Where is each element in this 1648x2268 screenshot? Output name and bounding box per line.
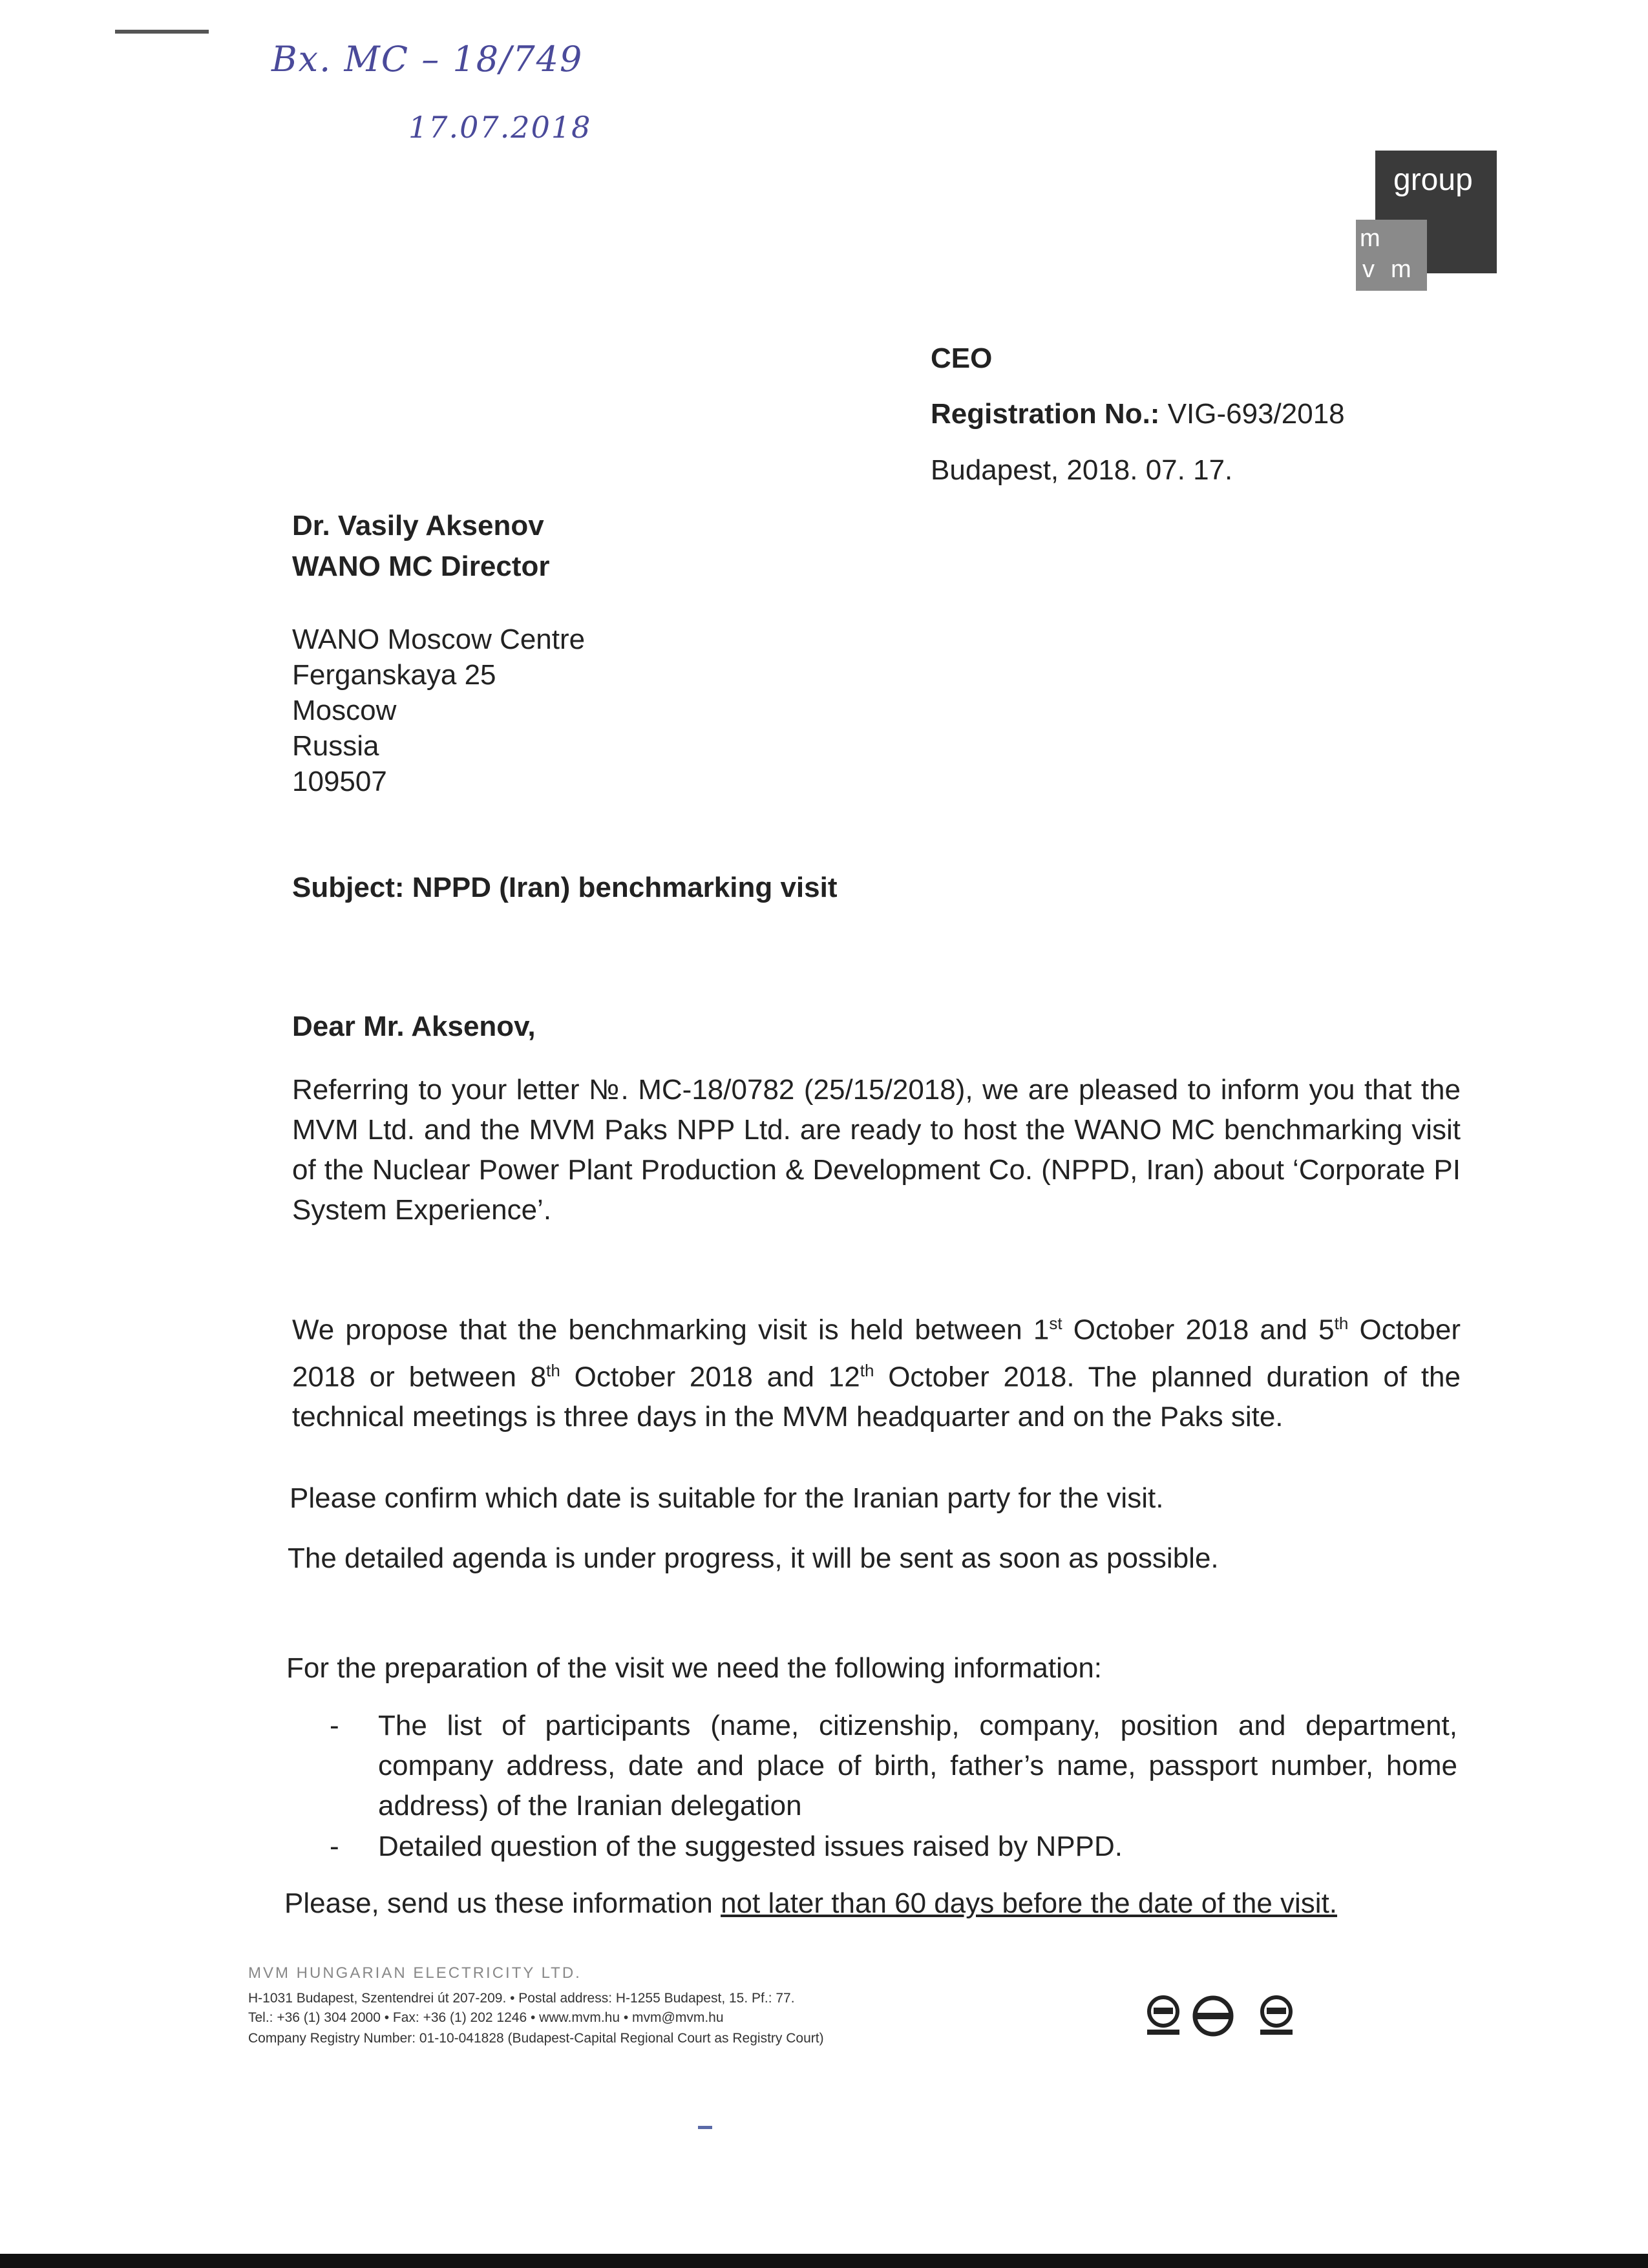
closing-sentence bbox=[284, 1884, 1337, 1924]
ordinal-suffix: th bbox=[860, 1360, 874, 1380]
certification-badge-icon bbox=[1141, 1993, 1186, 2039]
closing-deadline: not later than 60 days before the date of the visit. bbox=[721, 1887, 1338, 1919]
letter-subject: Subject: NPPD (Iran) benchmarking visit bbox=[292, 872, 838, 903]
ordinal-suffix: th bbox=[1334, 1314, 1349, 1333]
bullet-item-questions: Detailed question of the suggested issues raised by NPPD. bbox=[378, 1831, 1123, 1862]
footer-contact: Tel.: +36 (1) 304 2000 • Fax: +36 (1) 202 1246 • www.mvm.hu • mvm@mvm.hu bbox=[248, 2010, 724, 2025]
registration-label: Registration No.: bbox=[931, 398, 1160, 430]
salutation: Dear Mr. Aksenov, bbox=[292, 1011, 536, 1042]
proposal-text: October 2018 and 5 bbox=[1062, 1314, 1335, 1346]
address-line: Ferganskaya 25 bbox=[292, 659, 496, 691]
footer-address: H-1031 Budapest, Szentendrei út 207-209. • Postal address: H-1255 Budapest, 15. Pf.: 77. bbox=[248, 1991, 795, 2006]
ordinal-suffix: st bbox=[1049, 1314, 1062, 1333]
scan-bottom-edge bbox=[0, 2254, 1648, 2268]
paragraph-requirements: For the preparation of the visit we need the following information: bbox=[286, 1652, 1103, 1684]
paragraph-agenda: The detailed agenda is under progress, it will be sent as soon as possible. bbox=[288, 1542, 1219, 1574]
recipient-name: Dr. Vasily Aksenov bbox=[292, 510, 544, 541]
certification-badge-icon bbox=[1254, 1993, 1299, 2039]
paragraph-proposal bbox=[292, 1303, 1461, 1437]
address-line: Moscow bbox=[292, 695, 397, 726]
proposal-text: October 2018 and 12 bbox=[560, 1361, 860, 1393]
bullet-marker: - bbox=[330, 1710, 339, 1741]
handwritten-date: 17.07.2018 bbox=[408, 110, 592, 145]
place-and-date: Budapest, 2018. 07. 17. bbox=[931, 454, 1233, 486]
proposal-text: October 2018. The planned duration of the technical meetings is three days in the MVM headquarter and on the Paks site. bbox=[292, 1361, 1461, 1433]
ordinal-suffix: th bbox=[546, 1360, 560, 1380]
footer-company-name: MVM HUNGARIAN ELECTRICITY LTD. bbox=[248, 1964, 582, 1982]
logo-letter-m2: m bbox=[1391, 256, 1411, 283]
footer-registry: Company Registry Number: 01-10-041828 (Budapest-Capital Regional Court as Registry Court) bbox=[248, 2031, 824, 2046]
scan-speck bbox=[698, 2126, 712, 2129]
proposal-text: We propose that the benchmarking visit is held between 1 bbox=[292, 1314, 1050, 1346]
proposal-text: October 2018 or between 8 bbox=[292, 1314, 1461, 1393]
recipient-address bbox=[292, 622, 585, 799]
registration-number bbox=[931, 394, 1345, 434]
bullet-item-participants: The list of participants (name, citizenship, company, position and department, company address, date and place of birth, father’s name, passport number, home address) of the Iranian delegation bbox=[378, 1710, 1457, 1822]
address-line: 109507 bbox=[292, 766, 387, 797]
handwritten-reference: Bx. MC – 18/749 bbox=[271, 39, 584, 79]
logo-grey-block bbox=[1356, 220, 1427, 291]
logo-letter-v: v bbox=[1362, 256, 1375, 283]
sender-position: CEO bbox=[931, 342, 993, 374]
certification-badge-icon bbox=[1190, 1993, 1236, 2039]
paragraph-intro: Referring to your letter №. MC-18/0782 (25/15/2018), we are pleased to inform you that the MVM Ltd. and the MVM Paks NPP Ltd. are ready to host the WANO MC benchmarking visit of the Nuclear Power Plant Production & Development Co. (NPPD, Iran) about ‘Corporate PI System Experience’. bbox=[292, 1074, 1461, 1226]
logo-letter-m1: m bbox=[1360, 225, 1380, 252]
scan-mark bbox=[115, 30, 209, 34]
bullet-marker: - bbox=[330, 1831, 339, 1862]
address-line: Russia bbox=[292, 730, 379, 762]
closing-prefix: Please, send us these information bbox=[284, 1887, 721, 1919]
logo-word: group bbox=[1393, 163, 1473, 197]
address-line: WANO Moscow Centre bbox=[292, 624, 586, 655]
registration-value: VIG-693/2018 bbox=[1167, 398, 1345, 430]
paragraph-confirm: Please confirm which date is suitable for the Iranian party for the visit. bbox=[290, 1482, 1164, 1514]
recipient-title: WANO MC Director bbox=[292, 551, 550, 582]
